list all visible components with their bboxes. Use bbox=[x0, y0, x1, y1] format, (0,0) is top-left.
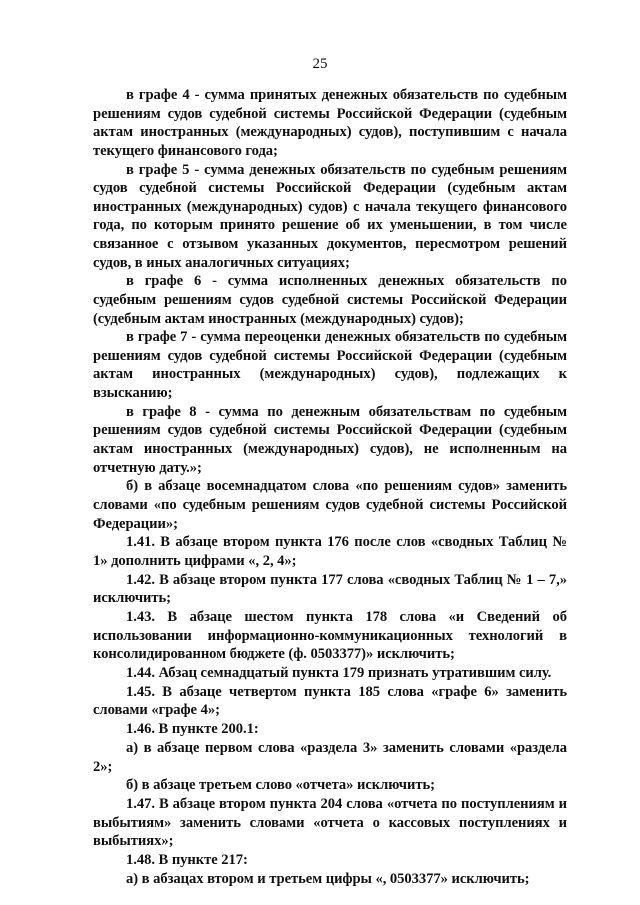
paragraph-item-b-18: б) в абзаце восемнадцатом слова «по решениям судов» заменить словами «по судебным решениям судов судебной системы Российской Федерации»; bbox=[93, 478, 567, 532]
paragraph-1-41: 1.41. В абзаце втором пункта 176 после слов «сводных Таблиц № 1» дополнить цифрами «, 2, 4»; bbox=[93, 534, 567, 569]
paragraph-1-46: 1.46. В пункте 200.1: bbox=[126, 721, 259, 738]
paragraph-1-48: 1.48. В пункте 217: bbox=[126, 852, 248, 869]
paragraph-1-47: 1.47. В абзаце втором пункта 204 слова «отчета по поступлениям и выбытиям» заменить словами «отчета о кассовых поступлениях и выбытиях»; bbox=[93, 796, 567, 850]
paragraph-graph-4: в графе 4 - сумма принятых денежных обязательств по судебным решениям судов судебной системы Российской Федерации (судебным актам иностранных (международных) судов), поступившим с начала текущего финансового года; bbox=[93, 87, 567, 159]
document-body bbox=[93, 86, 567, 889]
paragraph-graph-6: в графе 6 - сумма исполненных денежных обязательств по судебным решениям судов судебной системы Российской Федерации (судебным актам иностранных (международных) судов); bbox=[93, 273, 567, 327]
paragraph-1-44: 1.44. Абзац семнадцатый пункта 179 признать утратившим силу. bbox=[126, 665, 552, 682]
page-number: 25 bbox=[312, 56, 328, 72]
paragraph-1-46-b: б) в абзаце третьем слово «отчета» исключить; bbox=[126, 777, 435, 794]
paragraph-graph-8: в графе 8 - сумма по денежным обязательствам по судебным решениям судов судебной системы Российской Федерации (судебным актам иностранных (международных) судов), не исполненным на отчетную дату.»; bbox=[93, 403, 567, 476]
paragraph-1-45: 1.45. В абзаце четвертом пункта 185 слова «графе 6» заменить словами «графе 4»; bbox=[93, 683, 567, 719]
paragraph-1-42: 1.42. В абзаце втором пункта 177 слова «сводных Таблиц № 1 – 7,» исключить; bbox=[93, 571, 567, 607]
paragraph-1-48-a: а) в абзацах втором и третьем цифры «, 0503377» исключить; bbox=[126, 870, 530, 887]
paragraph-graph-5: в графе 5 - сумма денежных обязательств по судебным решениям судов судебной системы Российской Федерации (судебным актам иностранных (международных) судов) с начала текущего финансового года, по которым принято решение об их уменьшении, в том числе связанное с отзывом указанных документов, пересмотром решений судов, в иных аналогичных ситуациях; bbox=[93, 161, 567, 271]
paragraph-1-46-a: а) в абзаце первом слова «раздела 3» заменить словами «раздела 2»; bbox=[93, 740, 567, 775]
paragraph-graph-7: в графе 7 - сумма переоценки денежных обязательств по судебным решениям судов судебной системы Российской Федерации (судебным актам иностранных (международных) судов), подлежащих к взысканию; bbox=[93, 329, 567, 402]
paragraph-1-43: 1.43. В абзаце шестом пункта 178 слова «и Сведений об использовании информационно-коммуникационных технологий в консолидированном бюджете (ф. 0503377)» исключить; bbox=[93, 609, 567, 663]
